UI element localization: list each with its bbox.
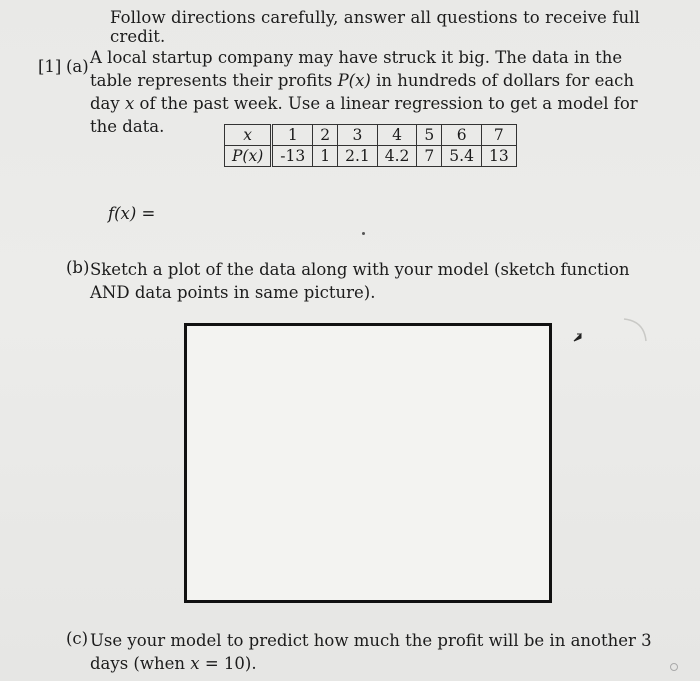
- part-b-label: (b): [66, 258, 90, 277]
- table-cell: 13: [481, 146, 516, 167]
- part-c-label: (c): [66, 629, 89, 648]
- table-cell: 4.2: [377, 146, 417, 167]
- table-cell: 2: [313, 125, 338, 146]
- fx-answer-label: f(x) =: [108, 204, 156, 223]
- table-cell: 6: [442, 125, 482, 146]
- stray-dot: [362, 232, 365, 235]
- table-header-px: P(x): [225, 146, 272, 167]
- table-cell: 1: [272, 125, 313, 146]
- table-header-x: x: [225, 125, 272, 146]
- part-a-text-3: of the past week. Use a linear regression to get a model for the data.: [90, 94, 638, 136]
- question-number: [1]: [38, 57, 62, 76]
- instructions-heading: Follow directions carefully, answer all questions to receive full credit.: [110, 8, 640, 46]
- part-c-text: [90, 629, 670, 675]
- part-a-label: (a): [66, 57, 89, 76]
- table-row-x: [225, 125, 517, 146]
- part-a-text-2: in hundreds of dollars for each day: [90, 71, 635, 113]
- table-cell: 3: [338, 125, 378, 146]
- table-cell: 1: [313, 146, 338, 167]
- corner-mark: [670, 663, 678, 671]
- symbol-px: P(x): [337, 71, 371, 90]
- table-cell: 4: [377, 125, 417, 146]
- pointer-icon: [573, 332, 583, 342]
- table-cell: -13: [272, 146, 313, 167]
- part-c-text-2: = 10).: [199, 654, 257, 673]
- part-a-text-1: A local startup company may have struck it big. The data in the table represents their profits: [90, 48, 623, 90]
- part-b-text: Sketch a plot of the data along with your model (sketch function AND data points in same picture).: [90, 260, 630, 302]
- data-table: [224, 124, 517, 167]
- table-cell: 2.1: [338, 146, 378, 167]
- symbol-x: x: [124, 94, 135, 113]
- table-cell: 7: [481, 125, 516, 146]
- part-c-text-1: Use your model to predict how much the profit will be in another 3 days (when: [90, 631, 652, 673]
- pencil-stroke-mark: [622, 315, 652, 345]
- table-row-p: [225, 146, 517, 167]
- data-table-wrapper: [224, 124, 517, 167]
- table-cell: 5: [417, 125, 442, 146]
- sketch-answer-box[interactable]: [184, 323, 552, 603]
- table-cell: 7: [417, 146, 442, 167]
- symbol-x-c: x: [190, 654, 200, 673]
- table-cell: 5.4: [442, 146, 482, 167]
